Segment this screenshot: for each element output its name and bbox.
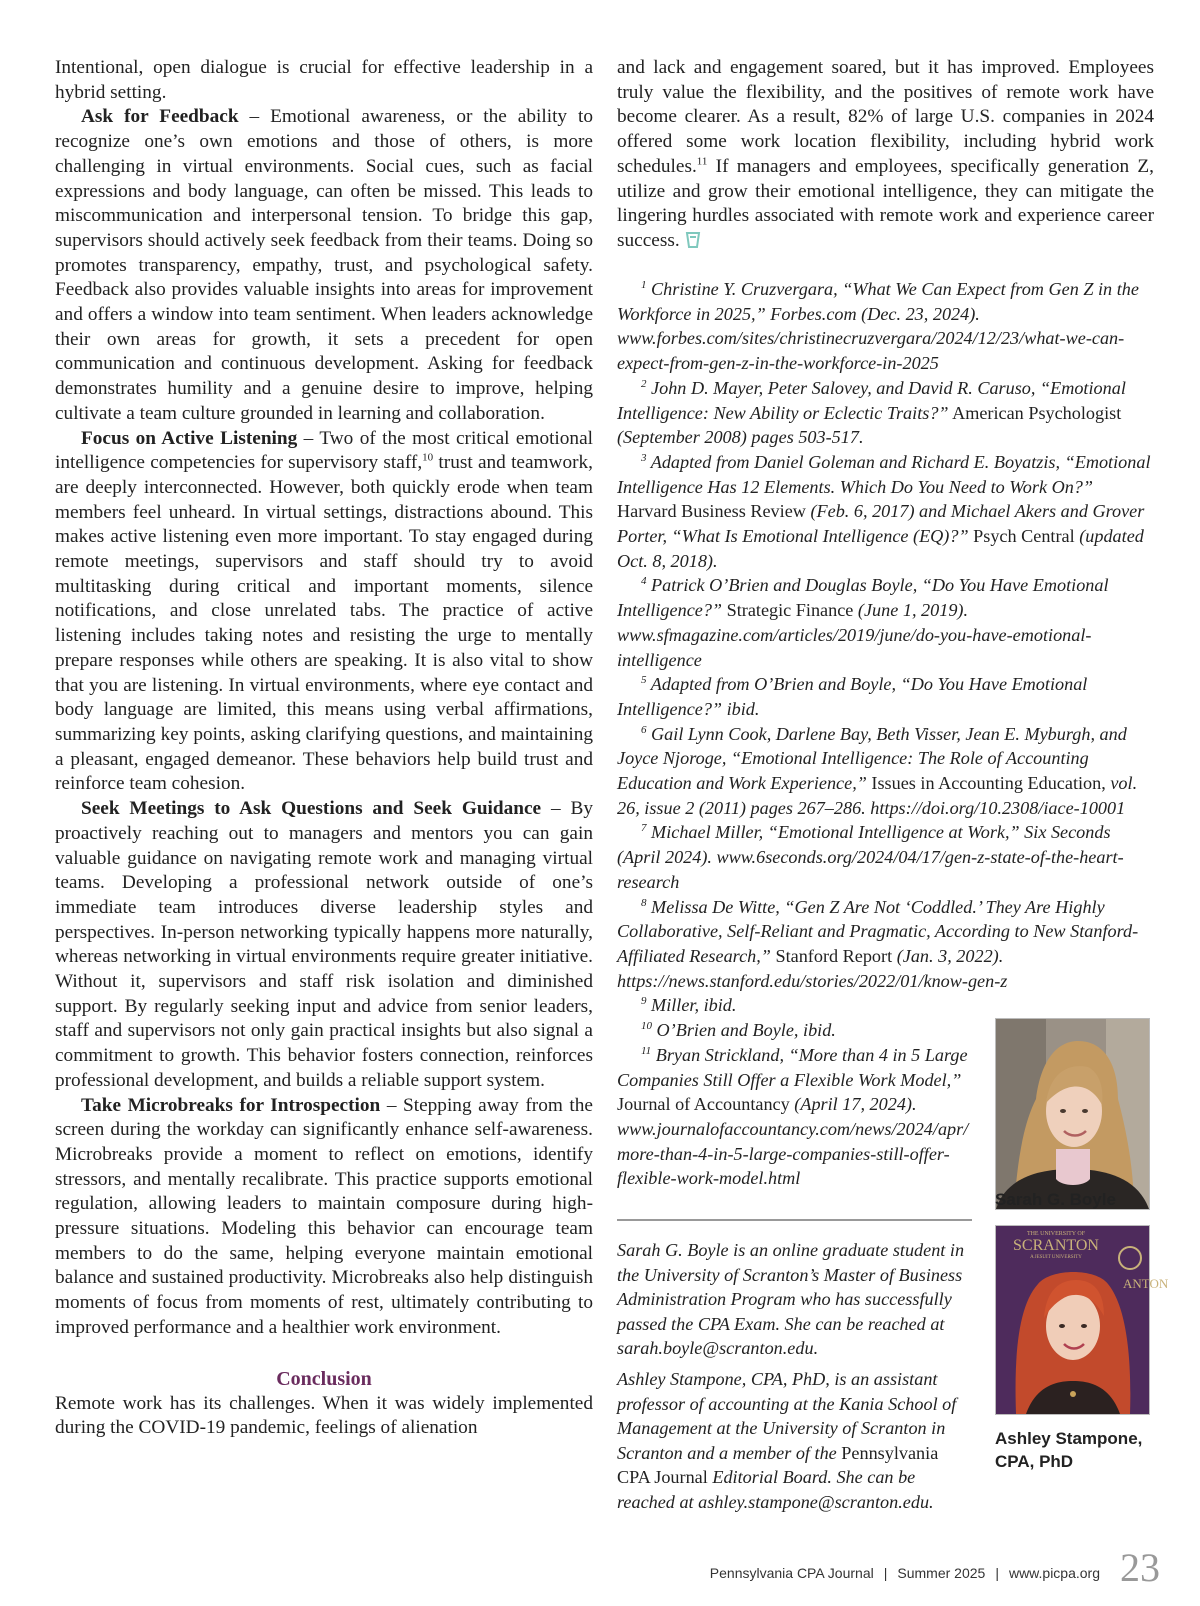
- subhead-microbreaks: Take Microbreaks for Introspection: [81, 1094, 381, 1116]
- caption-stampone-line2: CPA, PhD: [995, 1452, 1074, 1471]
- footnote-text: vol. 26, issue 2 (2011) pages 267–286. https://doi.org/10.2308/iace-10001: [617, 773, 1138, 818]
- footnote-text: Melissa De Witte, “Gen Z Are Not ‘Coddled.’ They Are Highly Collaborative, Self-Reliant and Pragmatic, According to New Stanford-Affiliated Research,”: [617, 896, 1139, 966]
- bio-boyle: [617, 1238, 975, 1361]
- footnote-publication: Harvard Business Review: [617, 501, 806, 522]
- end-of-article-icon: [686, 232, 700, 248]
- footnote-1: [617, 277, 1154, 376]
- footer-journal: Pennsylvania CPA Journal: [709, 1565, 874, 1581]
- footnote-ref-11: 11: [696, 155, 708, 168]
- backdrop-text: SCRANTON: [1013, 1237, 1099, 1254]
- paragraph-microbreaks: [55, 1094, 593, 1341]
- footnote-text: Patrick O’Brien and Douglas Boyle, “Do You Have Emotional Intelligence?”: [617, 575, 1109, 621]
- footnote-text: (updated Oct. 8, 2018).: [617, 526, 1144, 571]
- conclusion-heading: Conclusion: [276, 1367, 372, 1390]
- footnote-text: Adapted from Daniel Goleman and Richard E. Boyatzis, “Emotional Intelligence Has 12 Elements. Which Do You Need to Work On?”: [617, 451, 1151, 497]
- listening-body-b: trust and teamwork, are deeply interconnected. However, both quickly erode when team members feel unheard. In virtual settings, distractions abound. This makes active listening even more important. To stay engaged during remote meetings, supervisors and staff should try to avoid multitasking during critical and important moments, silence notifications, and close unrelated tabs. The practice of active listening includes taking notes and resisting the urge to mentally prepare responses while others are speaking. It is also vital to show that you are listening. In virtual environments, where eye contact and body language are limited, this means using verbal affirmations, summarizing key points, asking clarifying questions, and maintaining a pleasant, engaged demeanor. These behaviors help build trust and reinforce team cohesion.: [55, 452, 593, 795]
- subhead-meetings: Seek Meetings to Ask Questions and Seek Guidance: [81, 798, 542, 820]
- subhead-listening: Focus on Active Listening: [81, 427, 298, 449]
- footnote-text: O’Brien and Boyle, ibid.: [652, 1020, 836, 1041]
- footer-separator: |: [995, 1565, 999, 1581]
- bio-stampone-text: [617, 1367, 975, 1514]
- bio-divider: [617, 1219, 972, 1221]
- footnote-publication: Psych Central: [968, 526, 1075, 547]
- footnote-publication: Issues in Accounting Education,: [866, 773, 1106, 794]
- bio-publication: Pennsylvania CPA Journal: [617, 1442, 939, 1487]
- footnote-number: 2: [641, 377, 647, 390]
- bio-boyle-text: Sarah G. Boyle is an online graduate student in the University of Scranton’s Master of Business Administration Program who has successfully passed the CPA Exam. She can be reached at sarah.boyle@scranton.edu.: [617, 1240, 965, 1358]
- footnote-6: [617, 722, 1154, 821]
- paragraph-meetings: [55, 797, 593, 1093]
- page-footer: [0, 1565, 1100, 1581]
- listening-body-a: – Two of the most critical emotional intelligence competencies for supervisory staff,: [55, 427, 593, 474]
- footer-site: www.picpa.org: [1008, 1565, 1100, 1581]
- photo-ashley-stampone: [995, 1225, 1169, 1415]
- footnote-7: [617, 820, 1154, 894]
- page-number: 23: [1120, 1545, 1160, 1590]
- left-column: [55, 56, 593, 1441]
- bio-stampone: [617, 1367, 975, 1514]
- portrait-stampone-image: [996, 1226, 1169, 1414]
- continuation-a: and lack and engagement soared, but it has improved. Employees truly value the flexibility, and the positives of remote work have become clearer. As a result, 82% of large U.S. companies in 2024 offered some work location flexibility, including hybrid work schedules.: [617, 57, 1154, 177]
- footnote-number: 7: [641, 822, 647, 835]
- footnote-number: 5: [641, 674, 647, 687]
- footnote-3: [617, 450, 1154, 574]
- paragraph-feedback: [55, 105, 593, 426]
- footer-separator: |: [883, 1565, 888, 1581]
- backdrop-text: THE UNIVERSITY OF: [1026, 1231, 1086, 1237]
- paragraph-conclusion: Remote work has its challenges. When it was widely implemented during the COVID-19 pandemic, feelings of alienation: [55, 1392, 593, 1439]
- paragraph-dialogue: Intentional, open dialogue is crucial for effective leadership in a hybrid setting.: [55, 57, 593, 103]
- footnote-text: (April 17, 2024). www.journalofaccountancy.com/news/2024/apr/more-than-4-in-5-large-companies-still-offer-flexible-work-model.html: [617, 1094, 969, 1189]
- footnote-10: [617, 1018, 974, 1043]
- footnote-text: (June 1, 2019). www.sfmagazine.com/articles/2019/june/do-you-have-emotional-intelligence: [617, 600, 1092, 670]
- portrait-boyle-image: [996, 1019, 1149, 1209]
- footnote-number: 10: [641, 1020, 652, 1033]
- footnote-publication: Strategic Finance: [722, 600, 854, 621]
- backdrop-text: A JESUIT UNIVERSITY: [1030, 1255, 1082, 1260]
- footnote-5: [617, 672, 1154, 721]
- paragraph-continuation: [617, 56, 1154, 254]
- footnote-text: (Jan. 3, 2022). https://news.stanford.edu/stories/2022/01/know-gen-z: [617, 945, 1008, 991]
- footnote-text: Gail Lynn Cook, Darlene Bay, Beth Visser, Jean E. Myburgh, and Joyce Njoroge, “Emotional Intelligence: The Role of Accounting Education and Work Experience,”: [617, 723, 1127, 794]
- footnote-4: [617, 573, 1154, 672]
- footnote-text: John D. Mayer, Peter Salovey, and David R. Caruso, “Emotional Intelligence: New Ability or Eclectic Traits?”: [617, 377, 1126, 423]
- bio-text: Ashley Stampone, CPA, PhD, is an assistant professor of accounting at the Kania School of Management at the University of Scranton in Scranton and a member of the: [617, 1369, 957, 1463]
- footnote-number: 11: [641, 1044, 652, 1057]
- microbreaks-body: – Stepping away from the screen during the workday can significantly enhance self-awareness. Microbreaks provide a moment to reflect on emotions, identify stressors, and mentally recalibrate. This practice supports emotional regulation, allowing leaders to maintain composure during high-pressure situations. Modeling this behavior can encourage team members to do the same, helping everyone maintain emotional balance and sustained productivity. Microbreaks also help distinguish moments of focus from moments of rest, ultimately contributing to improved performance and a healthier work environment.: [55, 1094, 593, 1338]
- footnote-2: [617, 376, 1154, 450]
- footnote-publication: Journal of Accountancy: [617, 1094, 790, 1115]
- caption-stampone: [995, 1427, 1165, 1473]
- photo-sarah-boyle: [995, 1018, 1150, 1210]
- footnote-number: 9: [641, 995, 647, 1008]
- meetings-body: – By proactively reaching out to managers and mentors you can gain valuable guidance on navigating remote work and managing virtual teams. Developing a professional network outside of one’s immediate team introduces diverse leadership styles and perspectives. In-person networking typically happens more naturally, whereas networking in virtual environments require greater initiative. Without it, supervisors and staff risk isolation and diminished support. By regularly seeking input and advice from senior leaders, staff and supervisors not only gain practical insights but also signal a commitment to growth. This behavior fosters connection, reinforces professional development, and builds a reliable support system.: [55, 798, 593, 1091]
- bio-text: Editorial Board. She can be reached at ashley.stampone@scranton.edu.: [617, 1467, 934, 1512]
- footnote-text: Bryan Strickland, “More than 4 in 5 Large Companies Still Offer a Flexible Work Model,”: [617, 1044, 968, 1090]
- footnote-ref-10: 10: [422, 451, 434, 464]
- subhead-feedback: Ask for Feedback: [81, 106, 239, 128]
- paragraph-listening: [55, 427, 593, 798]
- footnote-text: Christine Y. Cruzvergara, “What We Can Expect from Gen Z in the Workforce in 2025,” Forbes.com (Dec. 23, 2024). www.forbes.com/sites/christinecruzvergara/2024/12/23/what-we-can-expect-from-gen-z-in-the-workforce-in-2025: [617, 279, 1139, 374]
- footnote-9: [617, 993, 974, 1018]
- caption-stampone-line1: Ashley Stampone,: [995, 1429, 1143, 1448]
- footnote-number: 6: [641, 723, 647, 736]
- footnote-text: Miller, ibid.: [646, 995, 737, 1016]
- footnote-number: 8: [641, 896, 647, 909]
- footnote-number: 1: [641, 278, 647, 291]
- footnote-8: [617, 895, 1154, 994]
- footnote-text: (September 2008) pages 503-517.: [617, 427, 864, 448]
- backdrop-text: ANTON: [1123, 1276, 1169, 1291]
- footnote-publication: American Psychologist: [948, 402, 1122, 423]
- caption-boyle: Sarah G. Boyle: [995, 1190, 1116, 1209]
- footer-issue: Summer 2025: [897, 1565, 986, 1581]
- right-column-continuation: [617, 56, 1154, 254]
- footnote-text: Michael Miller, “Emotional Intelligence at Work,” Six Seconds (April 2024). www.6seconds.org/2024/04/17/gen-z-state-of-the-heart-research: [617, 822, 1124, 892]
- footnote-number: 4: [641, 575, 647, 588]
- footnote-11: [617, 1043, 974, 1191]
- footnote-text: Adapted from O’Brien and Boyle, “Do You Have Emotional Intelligence?” ibid.: [617, 674, 1088, 719]
- footnote-publication: Stanford Report: [770, 945, 893, 966]
- footnote-number: 3: [641, 451, 647, 464]
- footnote-text: (Feb. 6, 2017) and Michael Akers and Grover Porter, “What Is Emotional Intelligence (EQ)?”: [617, 501, 1145, 547]
- continuation-b: If managers and employees, specifically generation Z, utilize and grow their emotional intelligence, they can mitigate the lingering hurdles associated with remote work and experience career success.: [617, 155, 1154, 251]
- feedback-body: – Emotional awareness, or the ability to recognize one’s own emotions and those of others, is more challenging in virtual environments. Social cues, such as facial expressions and body language, can often be missed. This leads to miscommunication and interpersonal tension. To bridge this gap, supervisors should actively seek feedback from their teams. Doing so promotes transparency, empathy, trust, and psychological safety. Feedback also provides valuable insights into areas for improvement and offers a window into team sentiment. When leaders acknowledge their own areas for growth, it sets a precedent for open communication and continuous development. Asking for feedback demonstrates humility and a genuine desire to improve, helping cultivate a team culture grounded in learning and collaboration.: [55, 106, 593, 424]
